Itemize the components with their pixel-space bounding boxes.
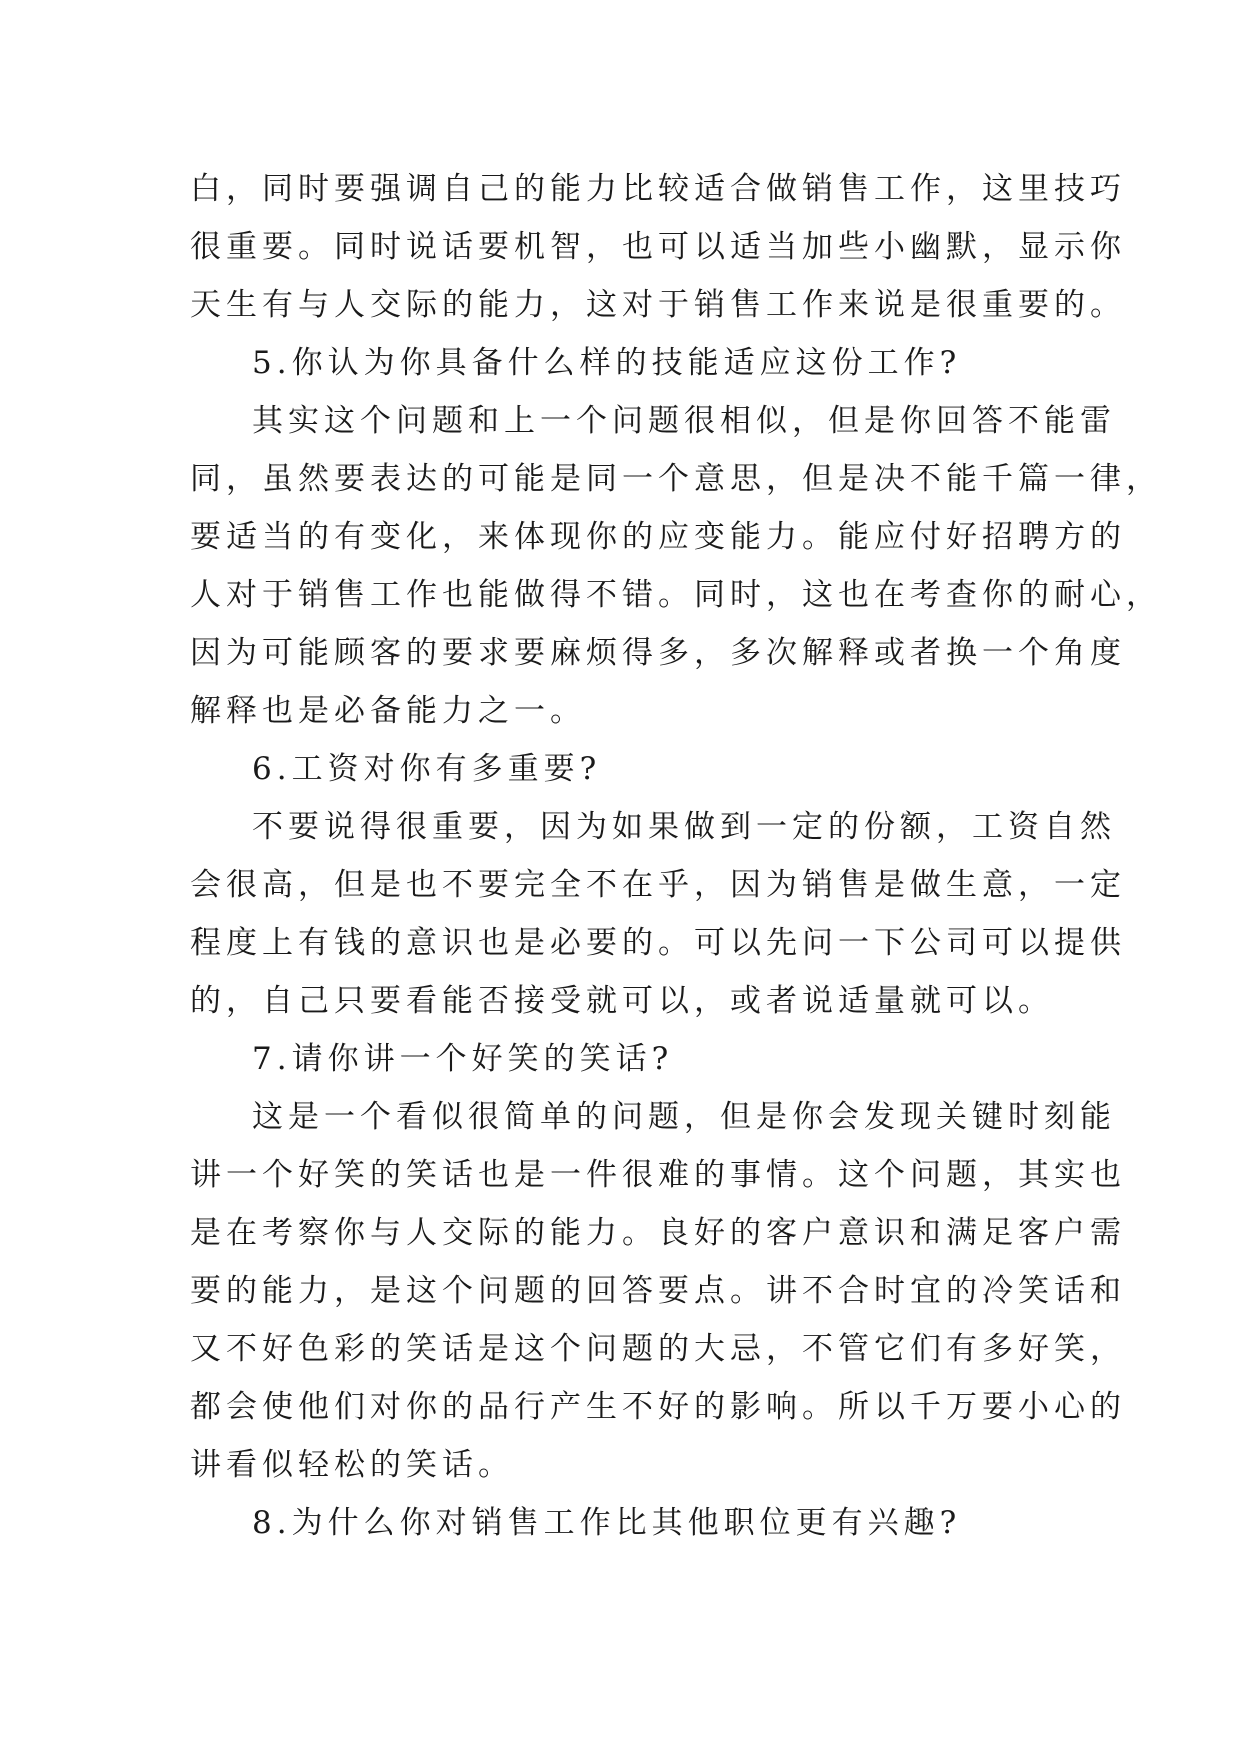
question-heading: 7.请你讲一个好笑的笑话?	[252, 1041, 674, 1077]
text-line: 这是一个看似很简单的问题，但是你会发现关键时刻能	[252, 1099, 1116, 1135]
question-heading: 8.为什么你对销售工作比其他职位更有兴趣?	[252, 1505, 962, 1541]
text-line: 天生有与人交际的能力，这对于销售工作来说是很重要的。	[190, 287, 1126, 323]
text-line: 的，自己只要看能否接受就可以，或者说适量就可以。	[190, 983, 1054, 1019]
text-line: 程度上有钱的意识也是必要的。可以先问一下公司可以提供	[190, 925, 1126, 961]
text-line: 讲看似轻松的笑话。	[190, 1447, 514, 1483]
text-line: 很重要。同时说话要机智，也可以适当加些小幽默，显示你	[190, 229, 1126, 265]
text-line: 人对于销售工作也能做得不错。同时，这也在考查你的耐心，	[190, 577, 1162, 613]
question-heading: 6.工资对你有多重要?	[252, 751, 602, 787]
text-line: 都会使他们对你的品行产生不好的影响。所以千万要小心的	[190, 1389, 1126, 1425]
text-line: 会很高，但是也不要完全不在乎，因为销售是做生意，一定	[190, 867, 1126, 903]
text-line: 是在考察你与人交际的能力。良好的客户意识和满足客户需	[190, 1215, 1126, 1251]
question-heading: 5.你认为你具备什么样的技能适应这份工作?	[252, 345, 962, 381]
text-line: 其实这个问题和上一个问题很相似，但是你回答不能雷	[252, 403, 1116, 439]
text-line: 又不好色彩的笑话是这个问题的大忌，不管它们有多好笑，	[190, 1331, 1126, 1367]
text-line: 要适当的有变化，来体现你的应变能力。能应付好招聘方的	[190, 519, 1126, 555]
text-line: 解释也是必备能力之一。	[190, 693, 586, 729]
text-line: 不要说得很重要，因为如果做到一定的份额，工资自然	[252, 809, 1116, 845]
text-line: 要的能力，是这个问题的回答要点。讲不合时宜的冷笑话和	[190, 1273, 1126, 1309]
text-line: 同，虽然要表达的可能是同一个意思，但是决不能千篇一律，	[190, 461, 1162, 497]
text-line: 因为可能顾客的要求要麻烦得多，多次解释或者换一个角度	[190, 635, 1126, 671]
text-line: 讲一个好笑的笑话也是一件很难的事情。这个问题，其实也	[190, 1157, 1126, 1193]
text-line: 白，同时要强调自己的能力比较适合做销售工作，这里技巧	[190, 171, 1126, 207]
document-body	[190, 160, 1162, 1552]
